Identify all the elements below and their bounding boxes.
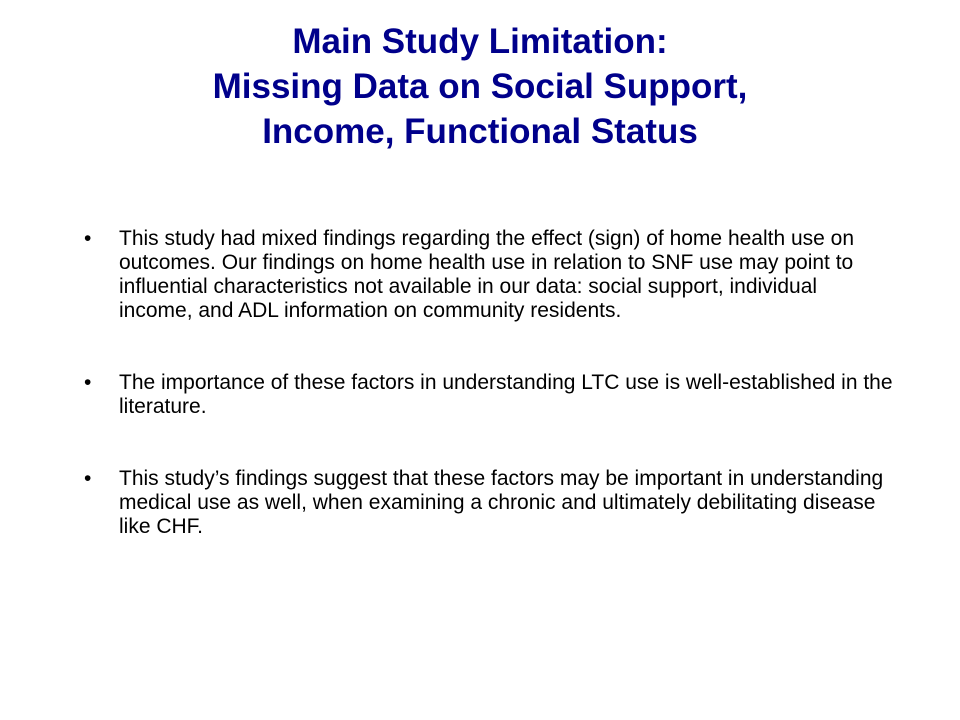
bullet-list [84, 227, 894, 587]
slide-title-line-3: Income, Functional Status [262, 112, 698, 151]
bullet-item-mixed-findings [84, 227, 894, 323]
bullet-text: This study’s findings suggest that these factors may be important in understanding medical use as well, when examining a chronic and ultimately debilitating disease like CHF. [119, 467, 884, 538]
bullet-marker: • [84, 227, 92, 250]
slide-title-line-1: Main Study Limitation: [292, 22, 668, 61]
bullet-text: This study had mixed findings regarding the effect (sign) of home health use on outcomes. Our findings on home health use in relation to SNF use may point to influential characteristics not available in our data: social support, individual income, and ADL information on community residents. [119, 227, 855, 322]
bullet-marker: • [84, 371, 92, 394]
bullet-text: The importance of these factors in understanding LTC use is well-established in the literature. [119, 371, 893, 418]
bullet-item-importance-of-factors [84, 371, 894, 419]
bullet-item-study-findings [84, 467, 894, 539]
slide-title [60, 19, 900, 154]
slide-title-line-2: Missing Data on Social Support, [212, 67, 748, 106]
bullet-marker: • [84, 467, 92, 490]
